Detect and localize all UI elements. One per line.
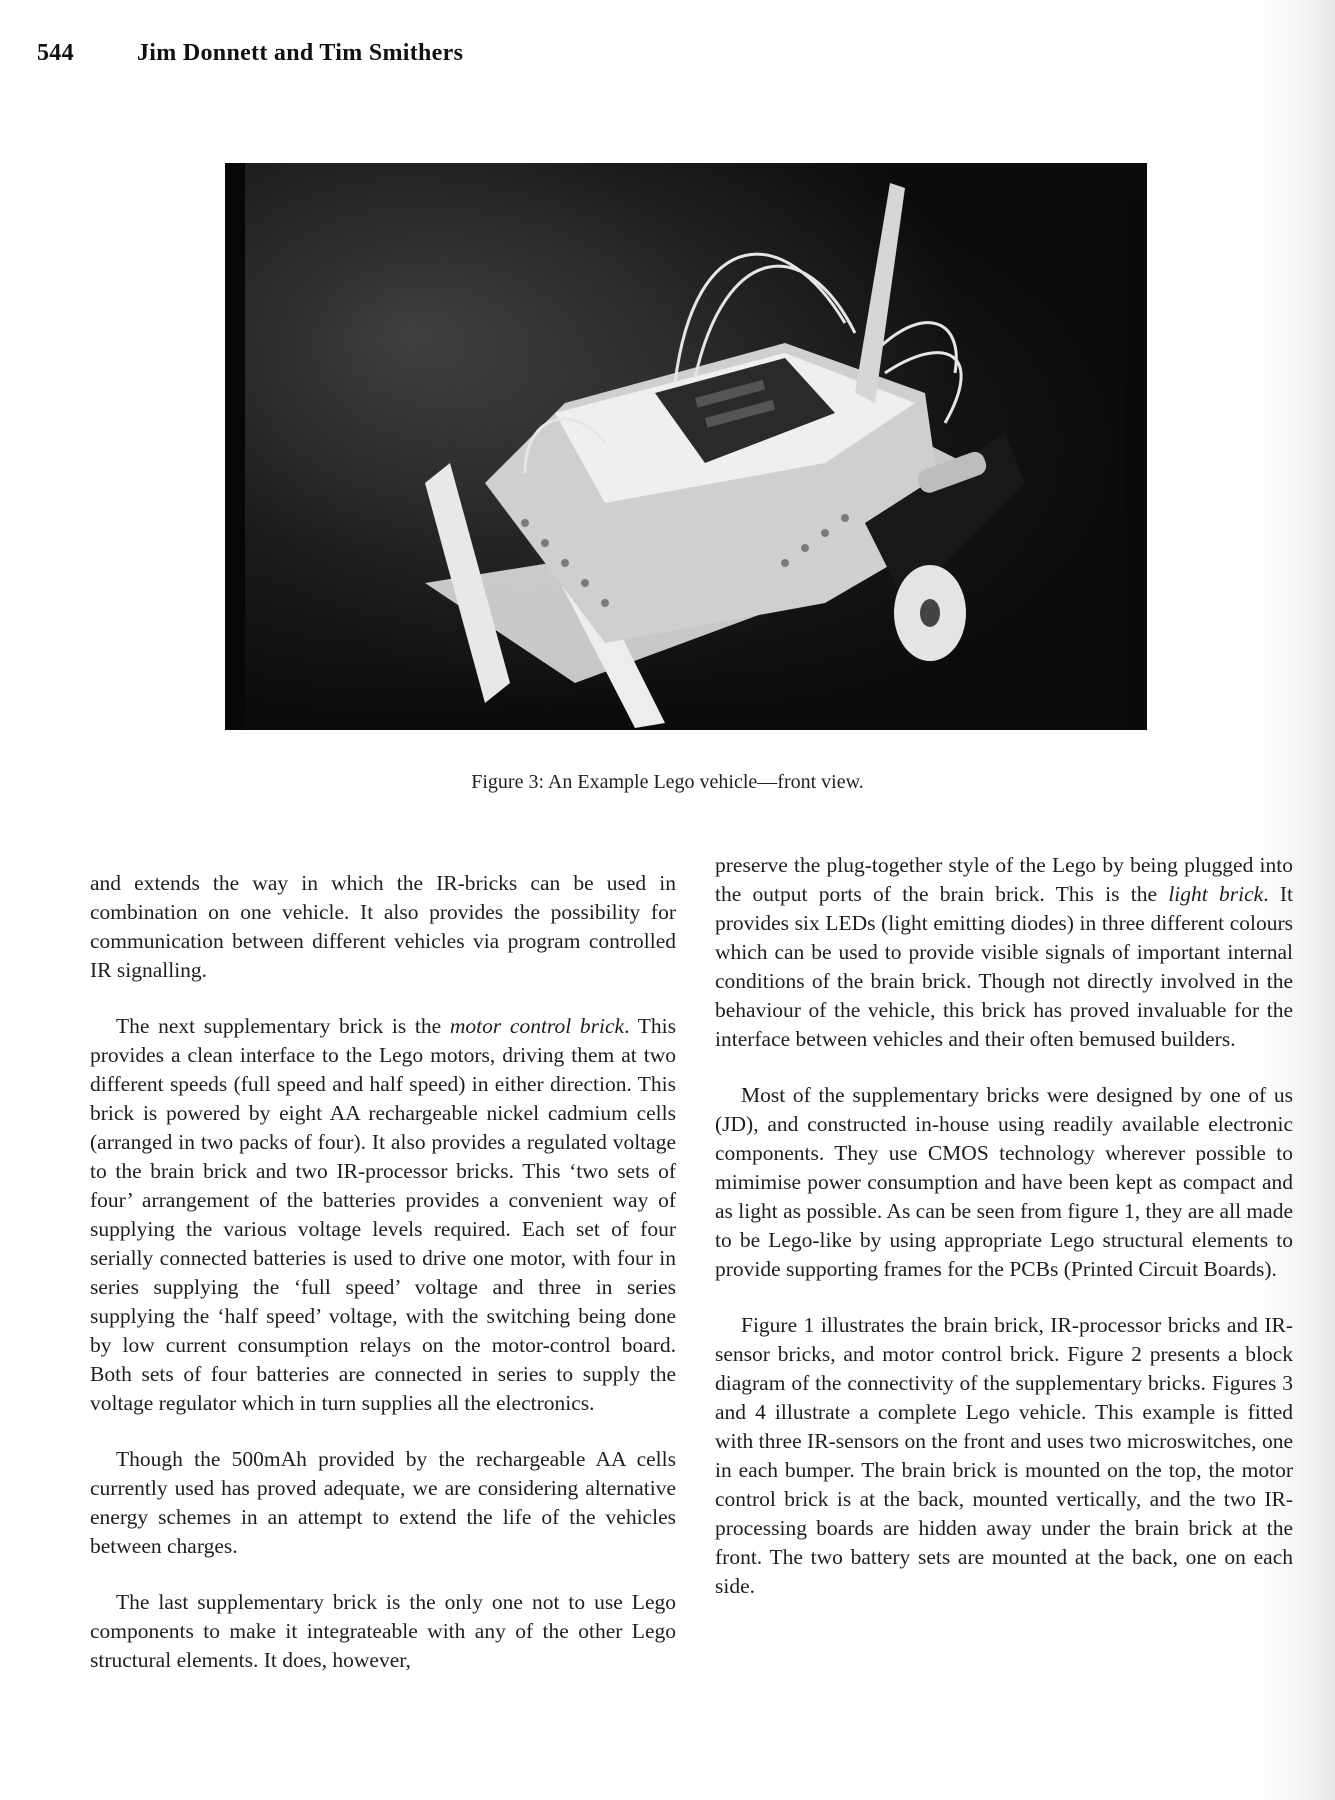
- left-column: [90, 869, 676, 1702]
- right-column: [715, 851, 1293, 1628]
- page-number: 544: [37, 40, 74, 66]
- paragraph: [90, 869, 676, 985]
- italic-term: motor control brick: [449, 1014, 625, 1038]
- text-segment: The next supplementary brick is the: [116, 1014, 450, 1038]
- text-segment: Figure 1 illustrates the brain brick, IR-processor bricks and IR-sensor bricks, and motor control brick. Figure 2 presents a block diagram of the connectivity of the supplementary bricks. Figures 3 and 4 illustrate a complete Lego vehicle. This example is fitted with three IR-sensors on the front and uses two microswitches, one in each bumper. The brain brick is mounted on the top, the motor control brick is at the back, mounted vertically, and the two IR-processing boards are hidden away under the brain brick at the front. The two battery sets are mounted at the back, one on each side.: [715, 1313, 1293, 1598]
- italic-term: light brick: [1168, 882, 1264, 906]
- running-head: [37, 40, 463, 67]
- paragraph: [90, 1588, 676, 1675]
- paragraph: [90, 1012, 676, 1418]
- text-segment: The last supplementary brick is the only one not to use Lego components to make it integrateable with any of the other Lego structural elements. It does, however,: [90, 1590, 676, 1672]
- paragraph: [715, 851, 1293, 1054]
- text-segment: Though the 500mAh provided by the rechargeable AA cells currently used has proved adequate, we are considering alternative energy schemes in an attempt to extend the life of the vehicles between charges.: [90, 1447, 676, 1558]
- paragraph: [715, 1081, 1293, 1284]
- lego-vehicle-illustration: [225, 163, 1147, 730]
- text-segment: . It provides six LEDs (light emitting diodes) in three different colours which can be used to provide visible signals of important internal conditions of the brain brick. Though not directly involved in the behaviour of the vehicle, this brick has proved invaluable for the interface between vehicles and their often bemused builders.: [715, 882, 1293, 1051]
- text-segment: preserve the plug-together style of the Lego by being plugged into the output ports of the brain brick. This is the: [715, 853, 1293, 906]
- author-names: Jim Donnett and Tim Smithers: [137, 40, 464, 66]
- figure-caption: Figure 3: An Example Lego vehicle—front view.: [471, 771, 864, 793]
- paragraph: [715, 1311, 1293, 1601]
- paragraph: [90, 1445, 676, 1561]
- text-segment: and extends the way in which the IR-bricks can be used in combination on one vehicle. It also provides the possibility for communication between different vehicles via program controlled IR signalling.: [90, 871, 676, 982]
- figure-photo: [225, 163, 1147, 730]
- text-segment: . This provides a clean interface to the Lego motors, driving them at two different speeds (full speed and half speed) in either direction. This brick is powered by eight AA rechargeable nickel cadmium cells (arranged in two packs of four). It also provides a regulated voltage to the brain brick and two IR-processor bricks. This ‘two sets of four’ arrangement of the batteries provides a convenient way of supplying the various voltage levels required. Each set of four serially connected batteries is used to drive one motor, with four in series supplying the ‘full speed’ voltage and three in series supplying the ‘half speed’ voltage, with the switching being done by low current consumption relays on the motor-control board. Both sets of four batteries are connected in series to supply the voltage regulator which in turn supplies all the electronics.: [90, 1014, 676, 1415]
- text-segment: Most of the supplementary bricks were designed by one of us (JD), and constructed in-house using readily available electronic components. They use CMOS technology wherever possible to mimimise power consumption and have been kept as compact and as light as possible. As can be seen from figure 1, they are all made to be Lego-like by using appropriate Lego structural elements to provide supporting frames for the PCBs (Printed Circuit Boards).: [715, 1083, 1293, 1281]
